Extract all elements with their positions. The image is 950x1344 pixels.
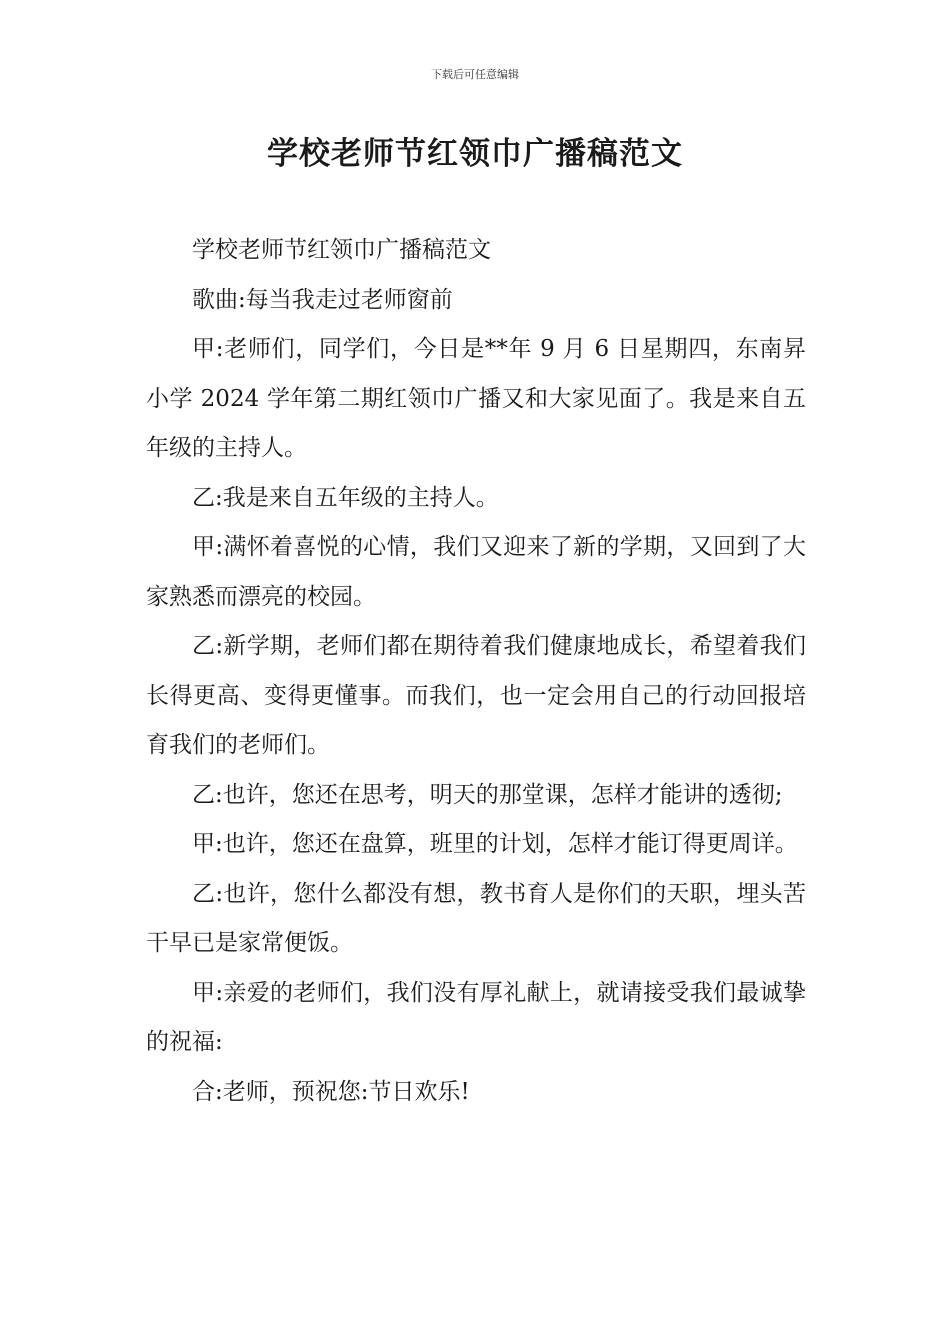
paragraph: 甲:亲爱的老师们，我们没有厚礼献上，就请接受我们最诚挚的祝福: bbox=[146, 979, 806, 1055]
document-body bbox=[146, 226, 806, 1117]
paragraph: 歌曲:每当我走过老师窗前 bbox=[192, 286, 453, 313]
paragraph: 甲:老师们，同学们，今日是**年 9 月 6 日星期四，东南昇小学 2024 学年第二期红领巾广播又和大家见面了。我是来自五年级的主持人。 bbox=[146, 336, 806, 461]
paragraph: 合:老师，预祝您:节日欢乐! bbox=[192, 1078, 470, 1105]
paragraph: 乙:也许，您还在思考，明天的那堂课，怎样才能讲的透彻; bbox=[192, 781, 783, 808]
document-title: 学校老师节红领巾广播稿范文 bbox=[267, 136, 683, 172]
page-header-note: 下载后可任意编辑 bbox=[431, 68, 519, 81]
paragraph: 乙:也许，您什么都没有想，教书育人是你们的天职，埋头苦干早已是家常便饭。 bbox=[146, 880, 806, 956]
paragraph: 学校老师节红领巾广播稿范文 bbox=[192, 237, 491, 263]
paragraph: 甲:也许，您还在盘算，班里的计划，怎样才能订得更周详。 bbox=[192, 831, 798, 857]
paragraph: 乙:新学期，老师们都在期待着我们健康地成长，希望着我们长得更高、变得更懂事。而我们，也一定会用自己的行动回报培育我们的老师们。 bbox=[146, 633, 806, 758]
paragraph: 乙:我是来自五年级的主持人。 bbox=[192, 484, 499, 511]
paragraph: 甲:满怀着喜悦的心情，我们又迎来了新的学期，又回到了大家熟悉而漂亮的校园。 bbox=[146, 534, 806, 610]
